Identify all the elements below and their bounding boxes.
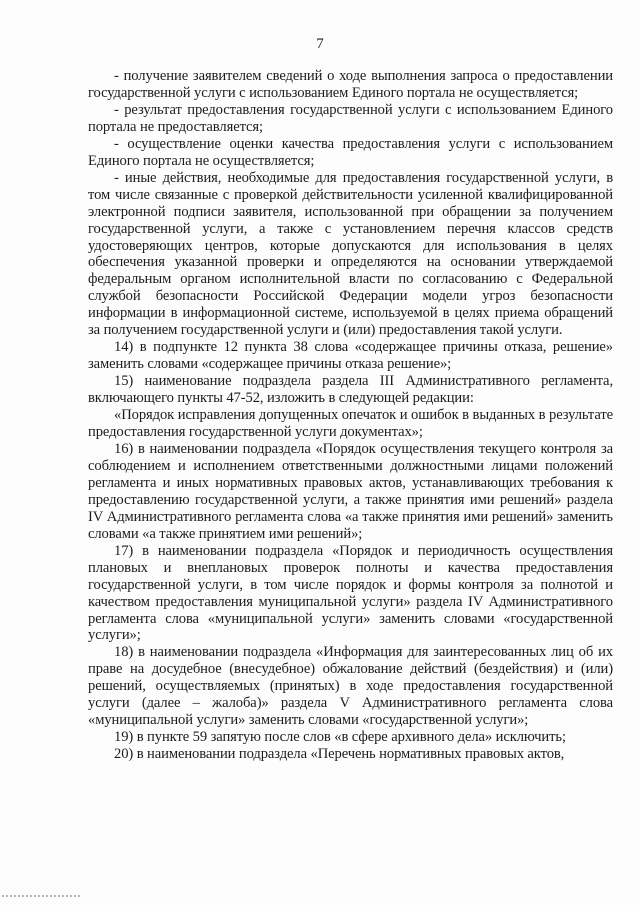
paragraph-item-15: 15) наименование подраздела раздела III Административного регламента, включающего пункты 47-52, изложить в следующей редакции: [88,373,613,407]
paragraph-portal-quality: - осуществление оценки качества предоставления услуги с использованием Единого портала не осуществляется; [88,135,613,169]
paragraph-other-actions: - иные действия, необходимые для предоставления государственной услуги, в том числе связанные с проверкой действительности усиленной квалифицированной электронной подписи заявителя, использованной при обращении за получением государственной услуги, а также с установлением перечня классов средств удостоверяющих центров, которые допускаются для использования в целях обеспечения указанной проверки и определяются на основании утверждаемой федеральным органом исполнительной власти по согласованию с Федеральной службой безопасности Российской Федерации модели угроз безопасности информации в информационной системе, используемой в целях приема обращений за получением государственной услуги и (или) предоставления такой услуги. [88,169,613,339]
paragraph-item-14: 14) в подпункте 12 пункта 38 слова «содержащее причины отказа, решение» заменить словами «содержащее причины отказа решение»; [88,339,613,373]
page-number: 7 [316,36,324,52]
paragraph-item-18: 18) в наименовании подраздела «Информация для заинтересованных лиц об их праве на досудебное (внесудебное) обжалование действий (бездействия) и (или) решений, осуществляемых (принятых) в ходе предоставления государственной услуги (далее – жалоба)» раздела V Административного регламента слова «муниципальной услуги» заменить словами «государственной услуги»; [88,644,613,729]
paragraph-item-19: 19) в пункте 59 запятую после слов «в сфере архивного дела» исключить; [114,729,566,746]
scan-footer-mark [2,893,80,897]
paragraph-portal-status: - получение заявителем сведений о ходе выполнения запроса о предоставлении государственной услуги с использованием Единого портала не осуществляется; [88,68,613,101]
paragraph-item-16: 16) в наименовании подраздела «Порядок осуществления текущего контроля за соблюдением и исполнением ответственными должностными лицами положений регламента и иных нормативных правовых актов, устанавливающих требования к предоставлению государственной услуги, а также принятия ими решений» раздела IV Административного регламента слова «а также принятия ими решений» заменить словами «а также принятием ими решений»; [88,440,613,542]
paragraph-portal-result: - результат предоставления государственной услуги с использованием Единого портала не предоставляется; [88,101,613,135]
paragraph-item-20: 20) в наименовании подраздела «Перечень нормативных правовых актов, [114,746,565,763]
document-body [88,68,613,763]
paragraph-item-15-quote: «Порядок исправления допущенных опечаток и ошибок в выданных в результате предоставления государственной услуги документах»; [88,407,613,441]
paragraph-item-17: 17) в наименовании подраздела «Порядок и периодичность осуществления плановых и внеплановых проверок полноты и качества предоставления государственной услуги, в том числе порядок и формы контроля за полнотой и качеством предоставления муниципальной услуги» раздела IV Административного регламента слова «муниципальной услуги» заменить словами «государственной услуги»; [88,542,613,644]
